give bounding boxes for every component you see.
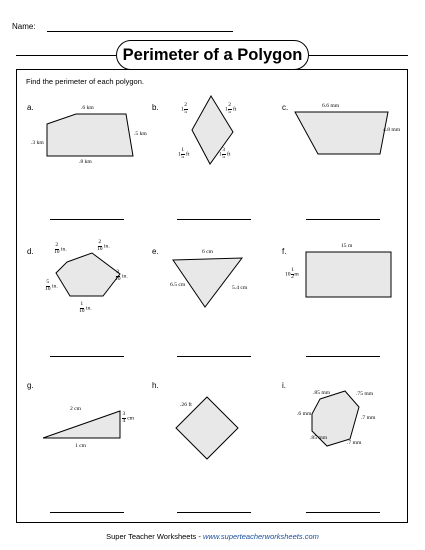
measure-e-right: 5.4 cm <box>232 285 248 291</box>
measure-g-bottom: 1 cm <box>75 443 87 449</box>
measure-a-right: .5 km <box>134 131 147 137</box>
problem-label: f. <box>282 247 287 256</box>
measure-e-left: 6.5 cm <box>170 282 186 288</box>
measure-d-bottom: $\frac{1}{10}$ in. <box>79 301 92 314</box>
footer-url-link[interactable]: www.superteacherworksheets.com <box>202 532 319 541</box>
measure-b-top-right: 1 $\frac{2}{5}$ ft <box>225 102 237 115</box>
measure-a-top: .6 km <box>81 105 94 111</box>
instructions: Find the perimeter of each polygon. <box>26 77 144 86</box>
measure-h-side: .26 ft <box>180 402 192 408</box>
measure-a-left: .3 km <box>31 140 44 146</box>
problem-label: i. <box>282 381 286 390</box>
footer <box>0 532 425 541</box>
page-title: Perimeter of a Polygon <box>116 40 309 70</box>
name-label: Name: <box>12 22 36 31</box>
measure-g-hypotenuse: 2 cm <box>70 406 82 412</box>
polygon-d <box>56 253 120 296</box>
polygon-c <box>295 112 388 154</box>
problem-label: c. <box>282 103 289 112</box>
measure-e-top: 6 cm <box>202 249 214 255</box>
answer-blank-c[interactable] <box>306 219 380 220</box>
answer-blank-d[interactable] <box>50 356 124 357</box>
answer-blank-g[interactable] <box>50 512 124 513</box>
answer-blank-a[interactable] <box>50 219 124 220</box>
problem-label: g. <box>27 381 34 390</box>
measure-i-bottom-left: .85 mm <box>310 435 328 441</box>
measure-a-bottom: .8 km <box>79 159 92 165</box>
measure-i-bottom-right: .7 mm <box>347 440 362 446</box>
answer-blank-h[interactable] <box>177 512 251 513</box>
measure-g-right: $\frac{3}{4}$ cm <box>122 411 135 424</box>
measure-i-top-right: .75 mm <box>356 391 374 397</box>
problem-label: e. <box>152 247 159 256</box>
footer-separator: - <box>196 532 203 541</box>
measure-f-top: 15 m <box>341 243 353 249</box>
problem-label: h. <box>152 381 159 390</box>
measure-f-left: 10 $\frac{1}{2}$ m <box>285 267 299 280</box>
polygon-a <box>47 114 133 156</box>
measure-d-right: $\frac{3}{10}$ in. <box>115 269 128 282</box>
polygon-g <box>43 411 120 438</box>
measure-d-top-right: $\frac{2}{10}$ in. <box>97 239 110 252</box>
measure-i-right: .7 mm <box>361 415 376 421</box>
measure-b-bottom-left: 1 $\frac{1}{5}$ ft <box>178 147 190 160</box>
footer-brand: Super Teacher Worksheets <box>106 532 197 541</box>
answer-blank-f[interactable] <box>306 356 380 357</box>
answer-blank-i[interactable] <box>306 512 380 513</box>
problem-label: a. <box>27 103 34 112</box>
answer-blank-e[interactable] <box>177 356 251 357</box>
measure-i-top-left: .85 mm <box>313 390 331 396</box>
measure-c-right: 4.8 mm <box>383 127 401 133</box>
measure-b-bottom-right: 1 $\frac{3}{5}$ ft <box>219 147 231 160</box>
measure-d-left: $\frac{5}{10}$ in. <box>45 279 58 292</box>
measure-c-top: 6.6 mm <box>322 103 340 109</box>
answer-blank-b[interactable] <box>177 219 251 220</box>
polygon-f <box>306 252 391 297</box>
measure-i-left: .6 mm <box>297 411 312 417</box>
problem-label: d. <box>27 247 34 256</box>
problem-label: b. <box>152 103 159 112</box>
measure-b-top-left: 1 $\frac{2}{5}$ <box>181 102 188 115</box>
measure-d-top-left: $\frac{2}{10}$ in. <box>54 242 67 255</box>
